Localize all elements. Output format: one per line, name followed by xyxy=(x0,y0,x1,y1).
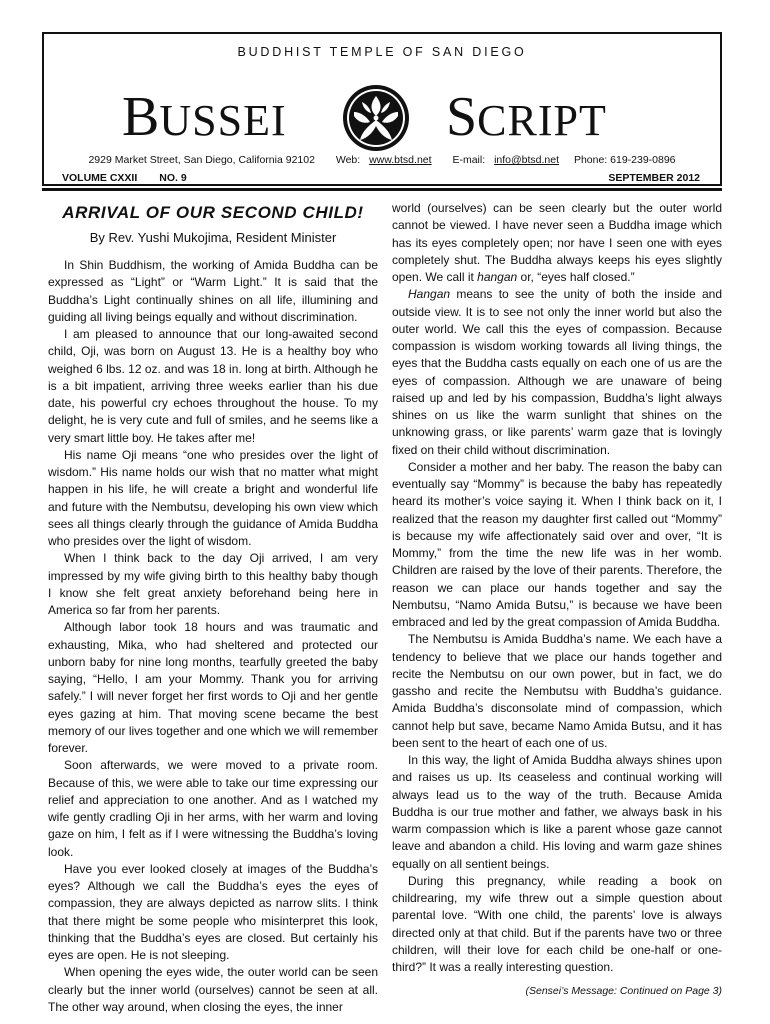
paragraph: In this way, the light of Amida Buddha always shines upon and raises us up. Its ceaseless and continual working will always lead us to the way of the truth. Because Amida Buddha is our true mother and father, we always bask in his warm compassion which is like a parent whose gaze cannot leave and abandon a child. His loving and warm gaze shines equally on all sentient beings. xyxy=(392,753,722,871)
email: E-mail: info@btsd.net xyxy=(452,154,560,166)
temple-name: BUDDHIST TEMPLE OF SAN DIEGO xyxy=(237,45,527,59)
article-byline: By Rev. Yushi Mukojima, Resident Minister xyxy=(89,230,337,245)
masthead-rule xyxy=(42,188,722,191)
paragraph: Soon afterwards, we were moved to a private room. Because of this, we were able to take our time expressing our relief and appreciation to one another. And as I watched my wife gently cradling Oji in her arms, with her warm and loving gaze on him, I felt as if I were witnessing the Buddha’s loving look. xyxy=(48,758,378,859)
phone: Phone: 619-239-0896 xyxy=(573,154,676,166)
temple-crest-icon xyxy=(340,82,412,154)
contact-line xyxy=(44,154,720,166)
right-column xyxy=(392,200,722,976)
paragraph: Consider a mother and her baby. The reason the baby can eventually say “Mommy” is because the baby has repeatedly heard its mother’s voice saying it. When I think back on it, I realized that the reason my daughter first called out “Mommy” is because my wife affectionately said over and over, “It is Mommy,” from the time the new life was in her womb. Children are raised by the love of their parents. Therefore, the reason we can place our hands together and say the Nembutsu, “Namo Amida Butsu,” is because we have been embraced and led by the great compassion of Amida Buddha. xyxy=(392,459,722,629)
article-headline: ARRIVAL OF OUR SECOND CHILD! xyxy=(62,203,364,222)
newsletter-title xyxy=(44,80,720,154)
paragraph: The Nembutsu is Amida Buddha’s name. We each have a tendency to believe that we place our hands together and recite the Nembutsu on our own power, but in fact, we do gassho and recite the Nembutsu with Buddha’s guidance. Amida Buddha’s disconsolate mind of compassion, which cannot help but save, became Namo Amida Butsu, and it has been sent to the heart of each one of us. xyxy=(392,632,722,750)
web-link[interactable]: www.btsd.net xyxy=(369,154,432,166)
paragraph: I am pleased to announce that our long-awaited second child, Oji, was born on August 13. He is a healthy boy who weighed 6 lbs. 12 oz. and was 18 in. long at birth. Although he is a bit impatient, arriving three weeks earlier than his due date, his powerful cry echoes throughout the house. To my delight, he is very cute and full of smiles, and he seems like a very smart little boy. He takes after me! xyxy=(48,327,378,445)
paragraph: Have you ever looked closely at images of the Buddha’s eyes? Although we call the Buddha’s eyes the eyes of compassion, they are always depicted as narrow slits. I think that there might be some people who misinterpret this look, thinking that the Buddha’s eyes are closed. But certainly his eyes are open. He is not sleeping. xyxy=(48,861,378,962)
issue-date: SEPTEMBER 2012 xyxy=(608,172,700,184)
issue-number: NO. 9 xyxy=(159,172,187,184)
email-link[interactable]: info@btsd.net xyxy=(494,154,560,166)
paragraph: In Shin Buddhism, the working of Amida Buddha can be expressed as “Light” or “Warm Light.” It is said that the Buddha’s Light continually shines on all life, illumining and guiding all living beings equally and without discrimination. xyxy=(48,258,378,324)
continued-note: (Sensei’s Message: Continued on Page 3) xyxy=(525,985,722,997)
volume-info xyxy=(62,172,209,184)
web: Web: www.btsd.net xyxy=(335,154,432,166)
paragraph: When I think back to the day Oji arrived, I am very impressed by my wife giving birth to this healthy baby though I know she felt great anxiety beforehand being here in America so far from her parents. xyxy=(48,551,378,617)
paragraph: During this pregnancy, while reading a book on childrearing, my wife threw out a simple question about parental love. “With one child, the parents’ love is always directed only at that child. But if the parents have two or three children, will their love for each child be one-half or one-third?” It was a really interesting question. xyxy=(392,873,722,974)
address: 2929 Market Street, San Diego, California 92102 xyxy=(88,154,315,166)
paragraph: Hangan means to see the unity of both the inside and outside view. It is to see not only the inner world but also the outer world. We call this the eyes of compassion. Because compassion is wisdom working towards all living things, the eyes that the Buddha casts equally on each one of us are the eyes of compassion. Although we are unaware of being raised up and led by his compassion, Buddha’s light always shines on us like the warm sunlight that shines on the unknowing grass, or like parents’ warm gaze that is lovingly fixed on their child without discrimination. xyxy=(392,287,722,457)
title-word-script: SCRIPT xyxy=(446,86,607,148)
volume: VOLUME CXXII xyxy=(62,172,138,184)
masthead xyxy=(42,32,722,186)
paragraph: When opening the eyes wide, the outer world can be seen clearly but the inner world (ourselves) cannot be seen at all. The other way around, when closing the eyes, the inner xyxy=(48,965,378,1014)
left-column xyxy=(48,257,378,1016)
paragraph: His name Oji means “one who presides over the light of wisdom.” His name holds our wish that no matter what might happen in his life, he will create a bright and wonderful life and future with the Nembutsu, developing his own view which sees all things clearly through the guidance of Amida Buddha who presides over the light of wisdom. xyxy=(48,447,378,548)
title-word-bussei: BUSSEI xyxy=(122,86,287,148)
paragraph: world (ourselves) can be seen clearly but the outer world cannot be viewed. I have never seen a Buddha image which has its eyes completely open; nor have I seen one with eyes completely shut. The Buddha always keeps his eyes slightly open. We call it hangan or, “eyes half closed.” xyxy=(392,201,722,284)
paragraph: Although labor took 18 hours and was traumatic and exhausting, Mika, who had sheltered and protected our unborn baby for nine long months, tearfully greeted the baby saying, “Hello, I am your Mommy. Thank you for arriving safely.” I will never forget her first words to Oji and her gentle eyes gazing at him. That moving scene became the best memory of our lives together and one which we will remember forever. xyxy=(48,620,378,755)
